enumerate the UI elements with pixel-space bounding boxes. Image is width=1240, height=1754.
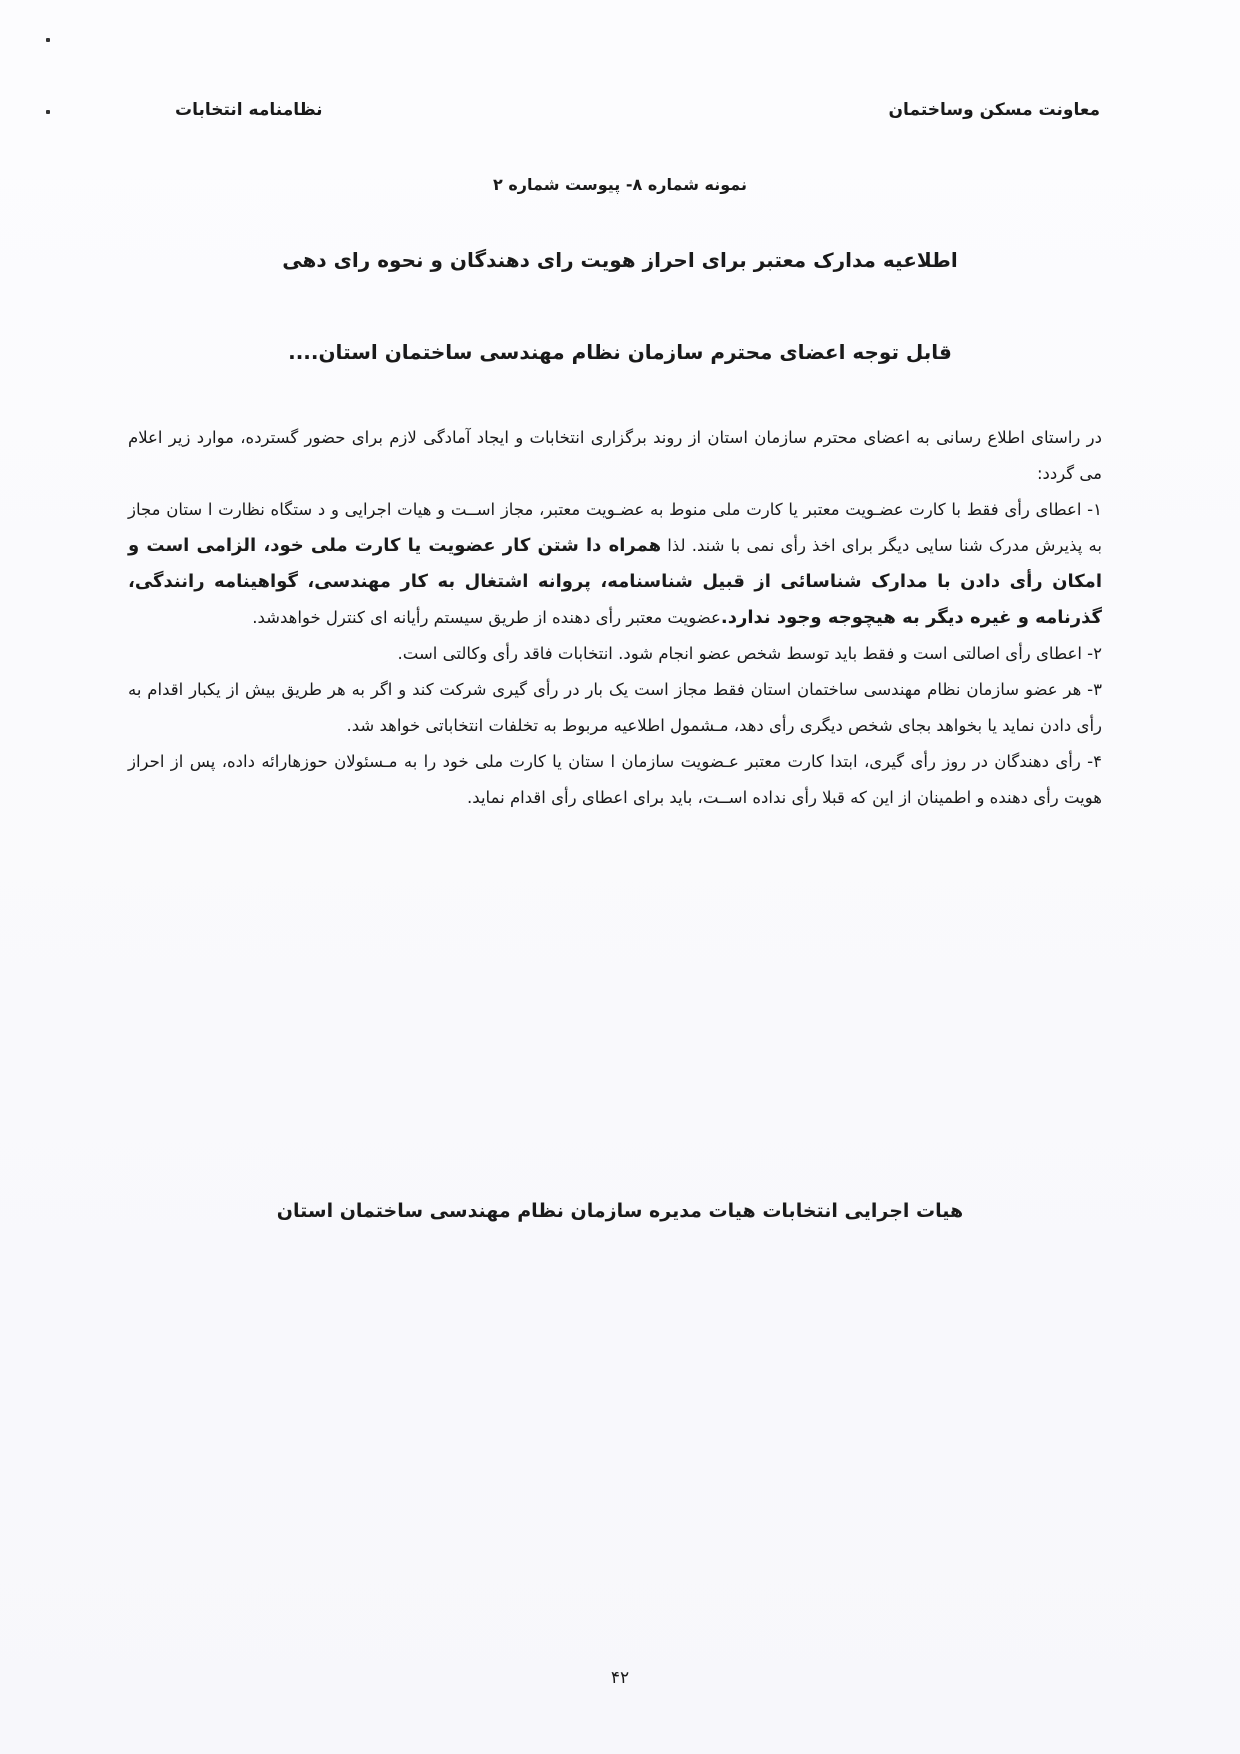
sample-label: نمونه شماره ۸- پیوست شماره ۲ <box>493 175 747 194</box>
body-text <box>128 420 1102 816</box>
header-organization: معاونت مسکن وساختمان <box>888 100 1100 120</box>
scan-speck <box>46 110 50 114</box>
item-1-bold-text: همراه دا شتن کار عضویت یا کارت ملی خود، الزامی است و امکان رأی دادن با مدارک شناسائی از قبیل شناسنامه، پروانه اشتغال به کار مهندسی، گواهینامه رانندگی، گذرنامه و غیره دیگر به هیچوجه وجود ندارد. <box>128 535 1102 628</box>
item-2-paragraph: ۲- اعطای رأی اصالتی است و فقط باید توسط شخص عضو انجام شود. انتخابات فاقد رأی وکالتی است. <box>397 644 1102 663</box>
item-1-text: ۱- اعطای رأی فقط با کارت عضـویت معتبر یا کارت ملی منوط به عضـویت معتبر، مجاز اســت و هیات اجرایی و د ستگاه نظارت ا ستان مجاز به پذیرش مدرک شنا سایی دیگر برای اخذ رأی نمی با شند. لذا <box>128 500 1102 555</box>
item-1-text-end: عضویت معتبر رأی دهنده از طریق سیستم رأیانه ای کنترل خواهدشد. <box>252 608 721 627</box>
header-document-name: نظامنامه انتخابات <box>175 100 323 120</box>
page-title: اطلاعیه مدارک معتبر برای احراز هویت رای دهندگان و نحوه رای دهی <box>282 248 958 272</box>
page-number: ۴۲ <box>610 1668 630 1688</box>
signature-block: هیات اجرایی انتخابات هیات مدیره سازمان نظام مهندسی ساختمان استان <box>276 1200 964 1222</box>
scan-speck <box>46 38 50 42</box>
page-subtitle: قابل توجه اعضای محترم سازمان نظام مهندسی ساختمان استان.... <box>288 340 952 364</box>
item-1-paragraph <box>128 492 1102 636</box>
item-4-paragraph: ۴- رأی دهندگان در روز رأی گیری، ابتدا کارت معتبر عـضویت سازمان ا ستان یا کارت ملی خود را به مـسئولان حوزهارائه داده، پس از احراز هویت رأی دهنده و اطمینان از این که قبلا رأی نداده اســت، باید برای اعطای رأی اقدام نماید. <box>128 752 1102 807</box>
item-3-paragraph: ۳- هر عضو سازمان نظام مهندسی ساختمان استان فقط مجاز است یک بار در رأی گیری شرکت کند و اگر به هر طریق بیش از یکبار اقدام به رأی دادن نماید یا بخواهد بجای شخص دیگری رأی دهد، مـشمول اطلاعیه مربوط به تخلفات انتخاباتی خواهد شد. <box>128 680 1102 735</box>
intro-paragraph: در راستای اطلاع رسانی به اعضای محترم سازمان استان از روند برگزاری انتخابات و ایجاد آمادگی لازم برای حضور گسترده، موارد زیر اعلام می گردد: <box>128 428 1102 483</box>
